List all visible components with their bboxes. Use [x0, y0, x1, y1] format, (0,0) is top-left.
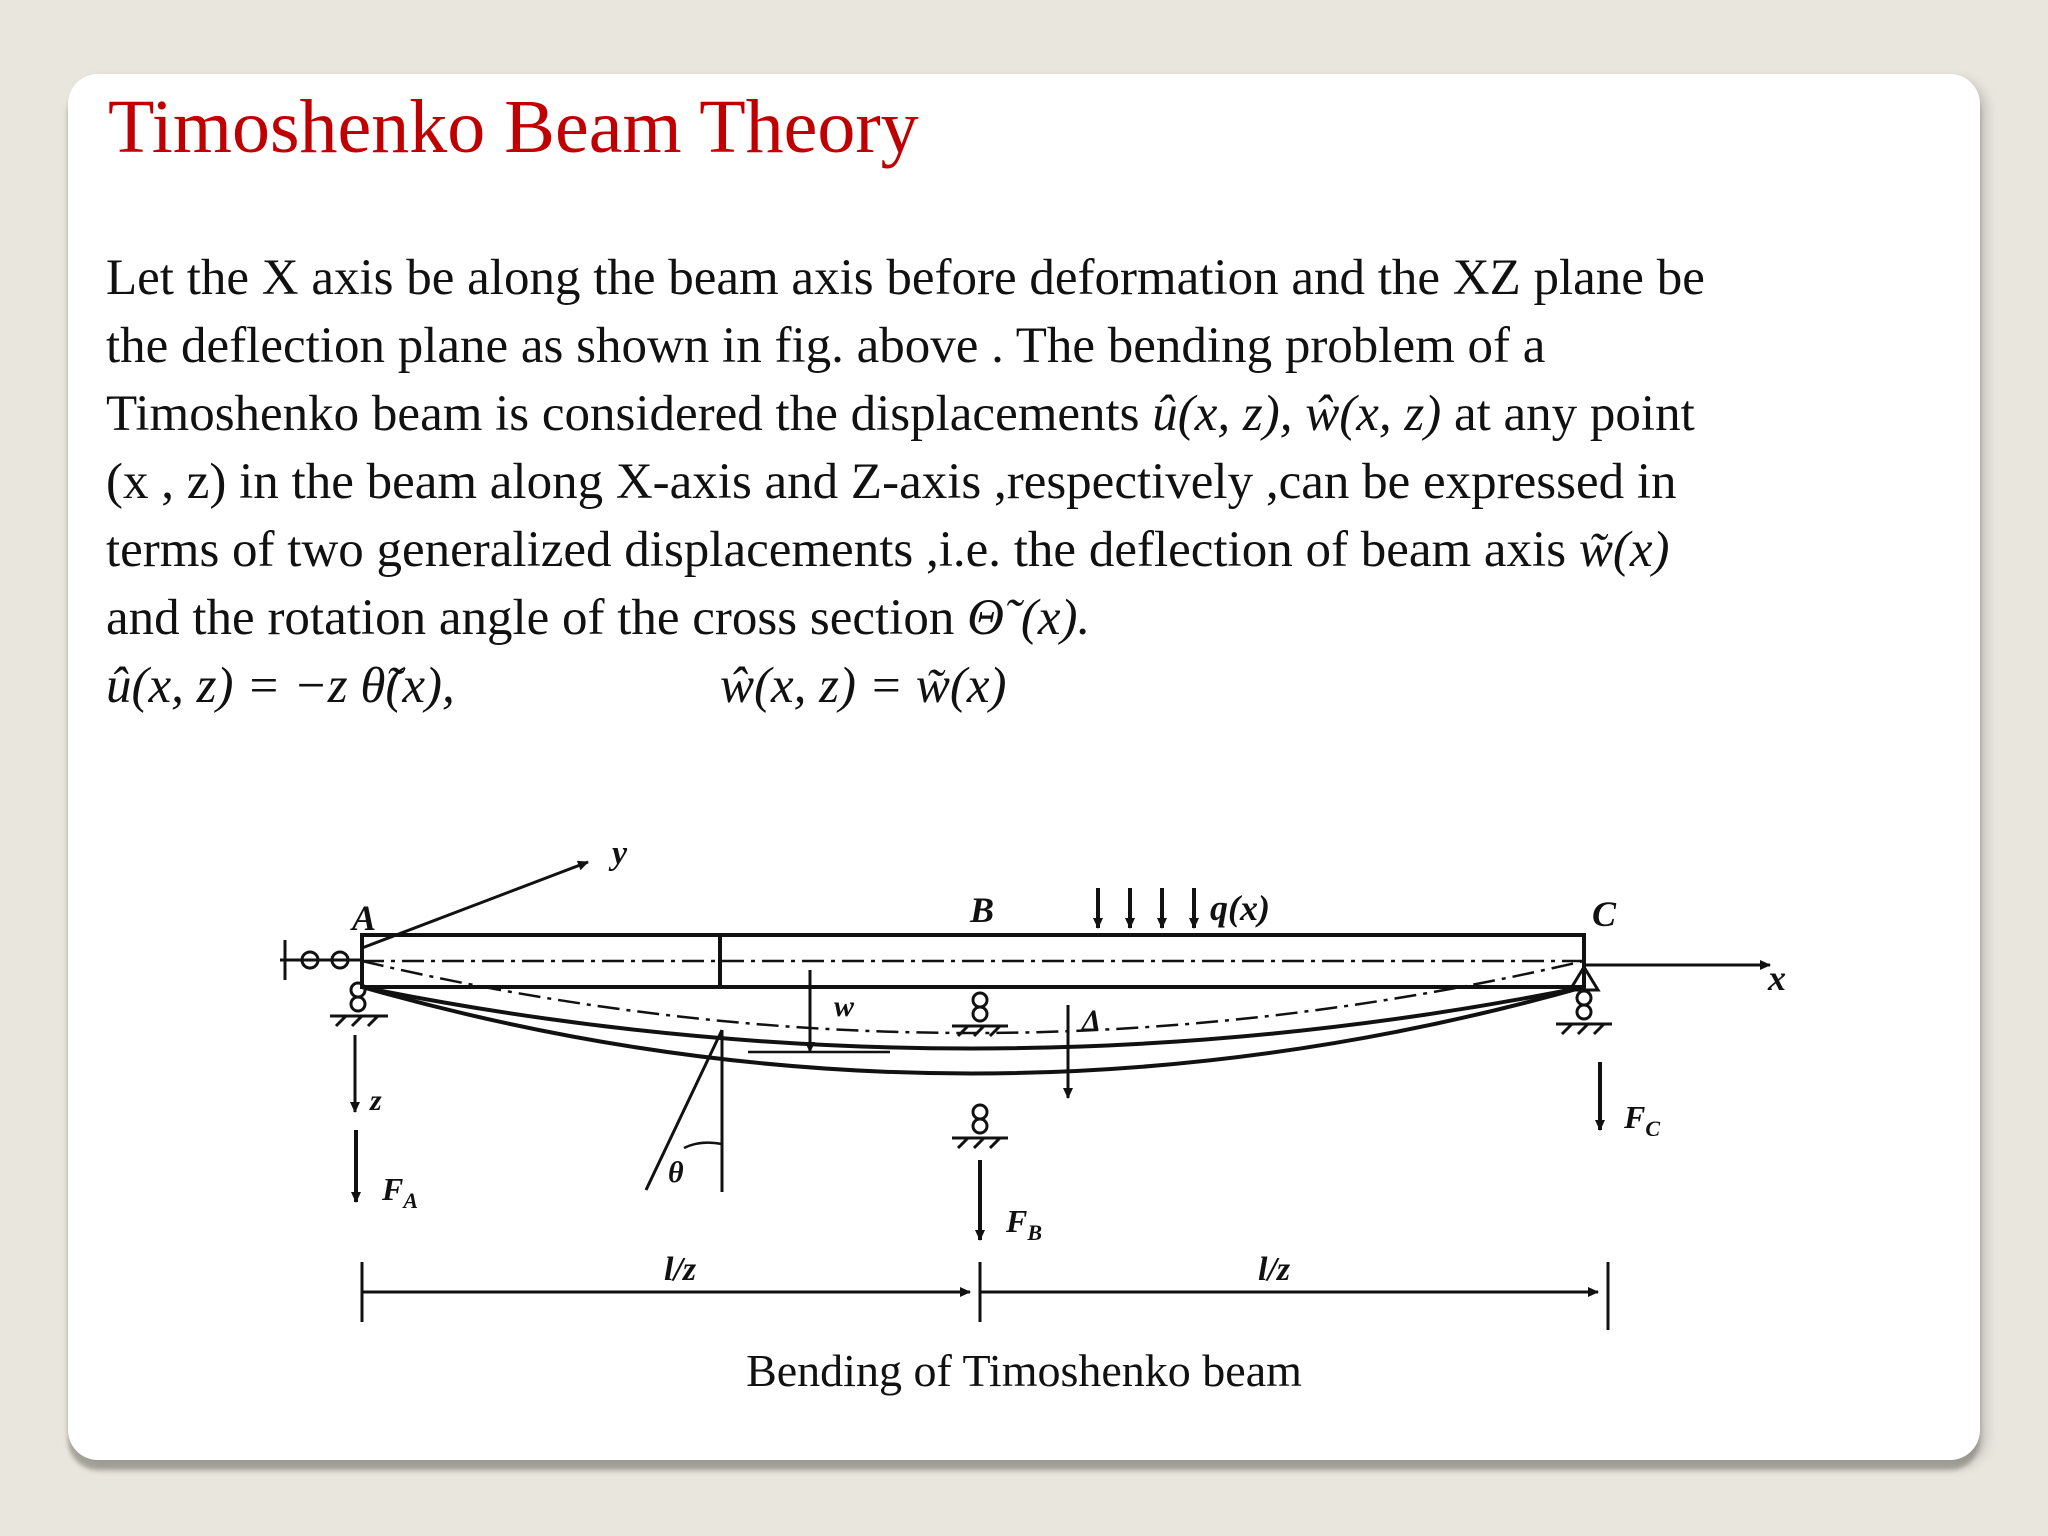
label-FB: F — [1006, 1203, 1028, 1239]
paragraph-line-4: (x , z) in the beam along X-axis and Z-axis ,respectively ,can be expressed in — [106, 454, 1677, 510]
label-theta: θ — [668, 1156, 684, 1189]
equation-line — [106, 652, 1956, 720]
label-span-left: l/z — [664, 1251, 697, 1288]
support-B-top — [952, 993, 1008, 1036]
label-z: z — [370, 1084, 382, 1117]
svg-text:FC — [1623, 1099, 1660, 1141]
label-q: q(x) — [1210, 888, 1270, 928]
deflection-expression: w̃(x) — [1578, 522, 1670, 578]
support-B-bottom — [952, 1105, 1008, 1148]
paragraph-line-3-text: Timoshenko beam is considered the displacements — [106, 386, 1153, 442]
label-FA: F — [382, 1171, 404, 1207]
paragraph-line-2: the deflection plane as shown in fig. above . The bending problem of a — [106, 318, 1546, 374]
paragraph-line-1: Let the X axis be along the beam axis before deformation and the XZ plane be — [106, 250, 1705, 306]
displacement-expression: û(x, z), ŵ(x, z) — [1152, 386, 1442, 442]
label-w: w — [834, 990, 855, 1023]
label-C: C — [1592, 894, 1617, 934]
distributed-load — [1098, 888, 1194, 928]
label-y: y — [612, 835, 628, 872]
label-FC-sub: C — [1645, 1116, 1661, 1141]
equation-u: û(x, z) = −z θ̃(x), — [106, 658, 455, 714]
paragraph-line-6-text: and the rotation angle of the cross section — [106, 590, 968, 646]
equation-w: ŵ(x, z) = w̃(x) — [720, 658, 1007, 714]
paragraph-line-3-tail: at any point — [1441, 386, 1695, 442]
slide-title: Timoshenko Beam Theory — [108, 85, 919, 169]
body-text — [106, 244, 1956, 720]
beam-diagram — [270, 830, 1810, 1360]
label-FC: F — [1624, 1099, 1646, 1135]
paragraph-line-3 — [106, 380, 1956, 448]
label-FB-sub: B — [1027, 1220, 1043, 1245]
label-A: A — [352, 898, 377, 938]
svg-text:FA — [381, 1171, 418, 1213]
label-B: B — [970, 890, 995, 930]
paragraph-line-5-text: terms of two generalized displacements ,i.e. the deflection of beam axis — [106, 522, 1579, 578]
paragraph-line-5 — [106, 516, 1956, 584]
rotation-expression: Θ˜(x). — [967, 590, 1091, 646]
support-A — [280, 940, 388, 1026]
label-span-right: l/z — [1258, 1251, 1291, 1288]
figure-caption: Bending of Timoshenko beam — [746, 1345, 1302, 1396]
label-x: x — [1768, 958, 1786, 998]
label-delta: Δ — [1082, 1004, 1101, 1037]
label-FA-sub: A — [403, 1188, 419, 1213]
paragraph-line-6 — [106, 584, 1956, 652]
span-dimension — [362, 1262, 1608, 1330]
svg-text:FB — [1005, 1203, 1042, 1245]
